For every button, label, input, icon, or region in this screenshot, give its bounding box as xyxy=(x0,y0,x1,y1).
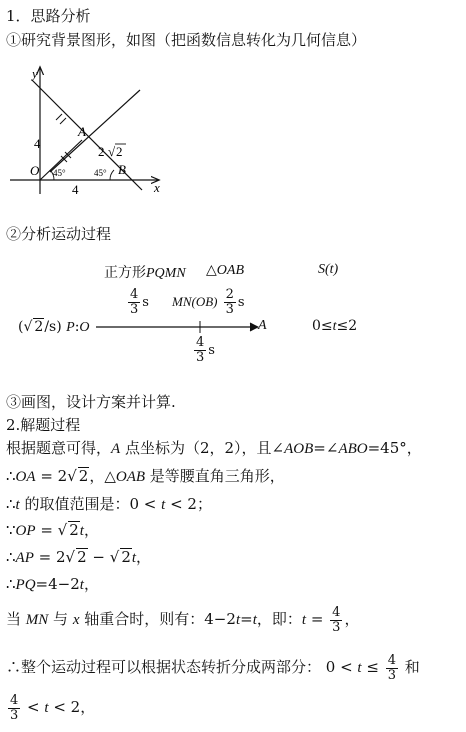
hyp-radicand-label: 2 xyxy=(116,144,123,159)
angle-b-label: 45° xyxy=(94,168,107,178)
time-upper-right xyxy=(172,288,245,317)
background-figure xyxy=(10,62,180,197)
fraction-num: 4 xyxy=(387,652,396,668)
radical-sign: √ xyxy=(67,467,77,485)
text: 和 xyxy=(399,658,420,676)
column-triangle xyxy=(206,262,244,279)
text: = xyxy=(240,610,253,628)
var: A xyxy=(111,441,121,457)
text: 的取值范围是：0 < xyxy=(19,495,162,513)
angle-arc-b xyxy=(110,170,114,180)
text: ≤ xyxy=(361,658,384,676)
time-den: 3 xyxy=(225,302,234,317)
t-range xyxy=(312,318,357,335)
timeline-arrow xyxy=(96,318,266,334)
var: AP xyxy=(15,550,34,566)
path-o: O xyxy=(79,320,90,335)
step-2-text: ②分析运动过程 xyxy=(6,225,112,243)
text: ，△ xyxy=(89,467,116,485)
radical-sign: √ xyxy=(57,521,68,539)
fraction xyxy=(386,654,398,683)
x-axis-label: x xyxy=(154,180,160,195)
var: PQ xyxy=(15,577,36,593)
time-fraction xyxy=(194,336,206,365)
path-end: A xyxy=(258,318,267,333)
solution-line-8 xyxy=(6,652,420,683)
text: = xyxy=(35,521,58,539)
range-lo: 0≤ xyxy=(312,318,333,334)
speed-open: ( xyxy=(18,319,24,335)
var: x xyxy=(72,612,80,628)
solution-line-9 xyxy=(6,692,95,723)
text: ， xyxy=(83,575,99,593)
origin-label: O xyxy=(30,163,40,178)
var: t xyxy=(131,550,137,566)
text: =∠ xyxy=(313,439,339,457)
text: ∴ xyxy=(6,467,16,485)
radical-sign: √ xyxy=(65,548,76,566)
var: t xyxy=(79,577,84,593)
column-s: S(t) xyxy=(318,262,339,277)
var: OP xyxy=(15,523,36,539)
time-num: 2 xyxy=(225,287,234,302)
point-b-label: B xyxy=(118,162,126,177)
fraction-den: 3 xyxy=(387,667,396,683)
var: AOB xyxy=(284,441,314,457)
text: ∴ xyxy=(6,495,16,513)
speed-label xyxy=(18,318,90,336)
text: ， xyxy=(344,610,360,628)
radicand: 2 xyxy=(78,467,89,485)
time-fraction xyxy=(224,288,236,317)
text: < xyxy=(22,698,45,716)
text: < 2， xyxy=(48,698,96,716)
timeline-arrowhead xyxy=(250,323,258,331)
speed-radicand: 2 xyxy=(34,319,44,335)
text: 点坐标为（2，2），且∠ xyxy=(120,439,285,457)
solution-line-7 xyxy=(6,604,359,635)
text: 与 xyxy=(48,610,73,628)
range-hi: ≤2 xyxy=(336,318,358,334)
fraction xyxy=(330,606,342,635)
var: t xyxy=(235,612,241,628)
text: =45°， xyxy=(367,439,422,457)
column-triangle-name: OAB xyxy=(216,263,244,278)
radical-sign: √ xyxy=(109,548,120,566)
text: = 2 xyxy=(35,467,68,485)
time-unit: s xyxy=(208,343,215,358)
time-upper-left xyxy=(126,288,149,317)
text: 当 xyxy=(6,610,26,628)
text: =4−2 xyxy=(35,575,80,593)
text: = 2 xyxy=(33,548,66,566)
var: t xyxy=(301,612,307,628)
var: t xyxy=(161,497,166,513)
solution-line-3 xyxy=(6,494,212,515)
column-square-label: 正方形 xyxy=(104,265,146,281)
time-unit: s xyxy=(142,295,149,310)
text: 是等腰直角三角形， xyxy=(145,467,285,485)
text: ∵ xyxy=(6,521,16,539)
point-a-label: A xyxy=(78,124,86,139)
text: < 2； xyxy=(165,495,212,513)
text: ，即： xyxy=(256,610,302,628)
var: t xyxy=(44,700,49,716)
hyp-coef-label: 2 xyxy=(98,144,105,159)
var: t xyxy=(357,660,362,676)
heading-analysis: 1．思路分析 xyxy=(6,7,91,25)
time-den: 3 xyxy=(196,350,205,365)
var: OAB xyxy=(115,469,146,485)
path-colon: : xyxy=(74,319,80,335)
step-3-text: ③画图，设计方案并计算. xyxy=(6,393,176,411)
speed-radical: √ xyxy=(23,319,33,335)
radicand: 2 xyxy=(77,548,87,566)
radicand: 2 xyxy=(69,521,79,539)
time-fraction xyxy=(128,288,140,317)
var: t xyxy=(79,523,84,539)
side-length-label: 4 xyxy=(34,136,41,151)
radicand: 2 xyxy=(121,548,131,566)
step-1-text: ①研究背景图形，如图（把函数信息转化为几何信息） xyxy=(6,31,367,49)
var: OA xyxy=(15,469,36,485)
range-t: t xyxy=(332,319,337,334)
hyp-radical-sign: √ xyxy=(108,144,116,159)
solution-line-4 xyxy=(6,520,99,541)
heading-solution: 2.解题过程 xyxy=(6,416,81,434)
line-oa xyxy=(50,90,140,172)
text: ∴ xyxy=(6,548,16,566)
text: 根据题意可得， xyxy=(6,439,112,457)
path-start: P xyxy=(66,320,75,335)
solution-line-1 xyxy=(6,438,422,459)
column-triangle-symbol: △ xyxy=(206,262,217,278)
fraction-num: 4 xyxy=(332,604,341,620)
fraction-den: 3 xyxy=(332,619,341,635)
text: ， xyxy=(83,521,99,539)
speed-close: /s) xyxy=(44,319,62,335)
time-lower xyxy=(192,336,215,365)
text: 轴重合时，则有：4−2 xyxy=(79,610,236,628)
fraction xyxy=(8,694,20,723)
fraction-den: 3 xyxy=(10,707,19,723)
fraction-num: 4 xyxy=(10,692,19,708)
column-square xyxy=(104,262,186,282)
tick-mark xyxy=(60,118,66,124)
time-num: 4 xyxy=(130,287,139,302)
time-unit: s xyxy=(237,295,245,310)
solution-line-6 xyxy=(6,574,99,595)
text: ∴ xyxy=(6,575,16,593)
tick-mark xyxy=(56,114,62,120)
solution-line-5 xyxy=(6,547,151,568)
column-square-name: PQMN xyxy=(146,266,186,281)
var: ABO xyxy=(338,441,368,457)
var: MN xyxy=(25,612,49,628)
time-num: 4 xyxy=(196,335,205,350)
var: t xyxy=(252,612,257,628)
base-length-label: 4 xyxy=(72,182,79,197)
solution-line-2 xyxy=(6,466,285,487)
mn-ob-label: MN(OB) xyxy=(172,294,218,309)
text: ， xyxy=(136,548,152,566)
time-den: 3 xyxy=(130,302,139,317)
angle-o-label: 45° xyxy=(53,168,66,178)
text: = xyxy=(306,610,329,628)
var: t xyxy=(15,497,20,513)
y-axis-label: y xyxy=(32,66,38,81)
text: − xyxy=(87,548,110,566)
text: ∴整个运动过程可以根据状态转折分成两部分： 0 < xyxy=(6,658,358,676)
